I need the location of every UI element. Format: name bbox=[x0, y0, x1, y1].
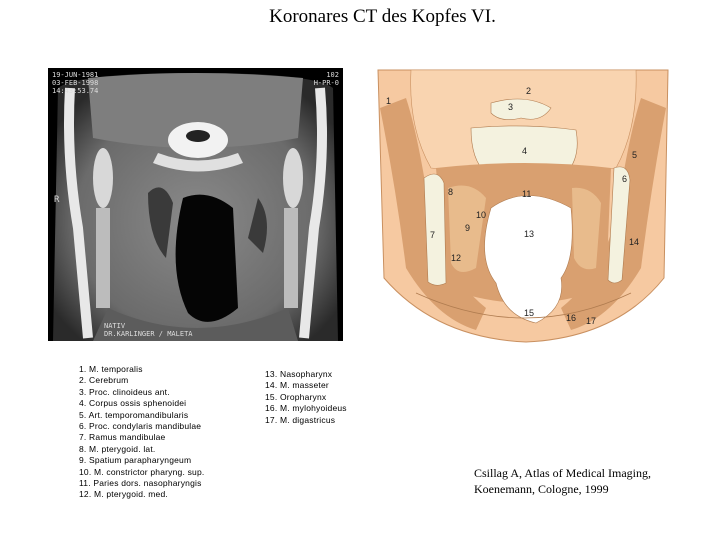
diagram-label: 4 bbox=[522, 146, 528, 156]
diagram-label: 1 bbox=[386, 96, 392, 106]
ct-series-info bbox=[314, 71, 339, 87]
legend-left bbox=[79, 364, 204, 501]
diagram-label: 15 bbox=[524, 308, 535, 318]
diagram-label: 6 bbox=[622, 174, 628, 184]
slide-title: Koronares CT des Kopfes VI. bbox=[269, 6, 496, 27]
citation-line: Koenemann, Cologne, 1999 bbox=[474, 482, 609, 496]
diagram-label: 9 bbox=[465, 223, 471, 233]
legend-item: 2. Cerebrum bbox=[79, 375, 129, 386]
diagram-label: 7 bbox=[430, 230, 436, 240]
legend-item: 4. Corpus ossis sphenoidei bbox=[79, 398, 187, 409]
legend-item: 8. M. pterygoid. lat. bbox=[79, 443, 156, 454]
diagram-label: 17 bbox=[586, 316, 597, 326]
anatomy-diagram bbox=[376, 68, 670, 343]
diagram-label: 16 bbox=[566, 313, 577, 323]
ct-scan-image bbox=[48, 68, 343, 341]
legend-item: 15. Oropharynx bbox=[265, 391, 327, 402]
legend-item: 3. Proc. clinoideus ant. bbox=[79, 386, 170, 397]
diagram-label: 14 bbox=[629, 237, 640, 247]
ct-side-marker: R bbox=[54, 195, 60, 205]
ct-info-line: 14:43:53.74 bbox=[52, 87, 99, 95]
legend-item: 17. M. digastricus bbox=[265, 414, 336, 425]
diagram-label: 13 bbox=[524, 229, 535, 239]
citation-line: Csillag A, Atlas of Medical Imaging, bbox=[474, 466, 651, 480]
ct-info-line: 19-JUN-1981 bbox=[52, 71, 99, 79]
ct-info-line: H-PR-0 bbox=[313, 79, 339, 87]
ct-footer-info bbox=[104, 322, 193, 338]
diagram-label: 11 bbox=[522, 189, 532, 199]
ct-date-info bbox=[52, 71, 98, 95]
legend-item: 1. M. temporalis bbox=[79, 364, 143, 374]
legend-item: 9. Spatium parapharyngeum bbox=[79, 455, 192, 466]
diagram-label: 8 bbox=[448, 187, 454, 197]
legend-item: 16. M. mylohyoideus bbox=[265, 403, 347, 414]
legend-item: 5. Art. temporomandibularis bbox=[79, 409, 189, 420]
legend-item: 13. Nasopharynx bbox=[265, 369, 333, 379]
ct-info-line: 03-FEB-1998 bbox=[52, 79, 99, 87]
diagram-label: 10 bbox=[476, 210, 487, 220]
ct-info-line: NATIV bbox=[104, 322, 126, 330]
ct-info-line: DR.KARLINGER / MALETA bbox=[104, 330, 193, 338]
legend-right bbox=[265, 369, 347, 426]
diagram-label: 12 bbox=[451, 253, 462, 263]
legend-item: 14. M. masseter bbox=[265, 380, 329, 391]
diagram-label: 2 bbox=[526, 86, 532, 96]
citation bbox=[474, 465, 651, 497]
diagram-label: 5 bbox=[632, 150, 638, 160]
legend-item: 10. M. constrictor pharyng. sup. bbox=[79, 466, 205, 477]
diagram-label: 3 bbox=[508, 102, 514, 112]
legend-item: 7. Ramus mandibulae bbox=[79, 432, 166, 443]
legend-item: 6. Proc. condylaris mandibulae bbox=[79, 421, 202, 432]
legend-item: 12. M. pterygoid. med. bbox=[79, 489, 168, 500]
ct-info-line: 102 bbox=[326, 71, 339, 79]
legend-item: 11. Paries dors. nasopharyngis bbox=[79, 478, 202, 489]
